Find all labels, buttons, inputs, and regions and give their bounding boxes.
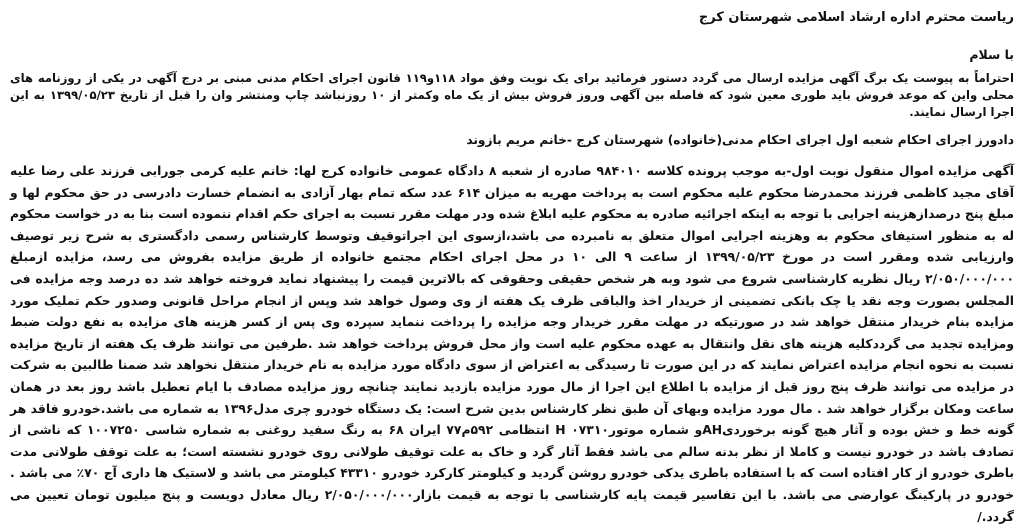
recipient-heading: ریاست محترم اداره ارشاد اسلامی شهرستان کرج bbox=[698, 10, 1014, 25]
intro-paragraph: احتراماً به پیوست یک برگ آگهی مزایده ارسال می گردد دستور فرمائید برای یک نوبت وفق مواد ۱۱۸و۱۱۹ قانون اجرای احکام مدنی مبنی بر درج آگهی در یکی از روزنامه های محلی واین که موعد فروش باید طوری معین شود که فاصله بین آگهی وروز فروش بیش از یک ماه وکمتر از ۱۰ روزنباشد چاپ ومنتشر وان را قبل از تاریخ ۱۳۹۹/۰۵/۲۳ به این اجرا ارسال نمایند. bbox=[10, 71, 1015, 119]
auction-announcement: آگهی مزایده اموال منقول نوبت اول-به موجب پرونده کلاسه ۹۸۴۰۱۰ صادره از شعبه ۸ دادگاه عمومی خانواده کرج لها: خانم علیه کرمی جورابی فرزند علی رضا علیه آقای مجید کاظمی فرزند محمدرضا محکوم علیه محکوم است به پرداخت مهریه به میزان ۶۱۴ عدد سکه تمام بهار آزادی به انضمام خسارت دادرسی در حق محکوم لها و مبلغ پنج درصدازهزینه اجرایی با توجه به اینکه اجرائیه صادره به محکوم علیه ابلاغ شده ودر مهلت مقرر نسبت به اجرای حکم اقدام ننموده است بنا به در خواست محکوم له به منظور استیفای محکوم به وهزینه اجرایی اموال متعلق به نامبرده می باشد،ازسوی این اجراتوقیف وتوسط کارشناس رسمی دادگستری به شرح زیر توصیف وارزیابی شده ومقرر است در مورخ ۱۳۹۹/۰۵/۲۳ از ساعت ۹ الی ۱۰ در محل اجرای احکام مجتمع خانواده از طریق مزایده بفروش می رسد، مزایده ازمبلغ ۲/۰۵۰/۰۰۰/۰۰۰ ریال نظریه کارشناسی شروع می شود وبه هر شخص حقیقی وحقوقی که بالاترین قیمت را پیشنهاد نماید فروخته خواهد شد ده درصد وجه مزایده فی المجلس بصورت وجه نقد یا چک بانکی تضمینی از خریدار اخذ والباقی ظرف یک هفته از وی وصول خواهد شد وپس از انجام مراحل قانونی وصدور حکم تملیک مورد مزایده بنام خریدار منتقل خواهد شد در صورتیکه در مهلت مقرر خریدار وجه مزایده را پرداخت ننماید سپرده وی پس از کسر هزینه های مزایده به نفع دولت ضبط ومزایده تجدید می گرددکلیه هزینه های نقل وانتقال به عهده محکوم علیه است واز محل فروش پرداخت خواهد شد .طرفین می توانند ظرف یک هفته از تاریخ مزایده نسبت به نحوه انجام مزایده اعتراض نمایند که در این صورت تا رسیدگی به اعتراض از سوی دادگاه مورد مزایده به نام خریدار منتقل نخواهد شد ضمنا طالبین به شرکت در مزایده می توانند ظرف پنج روز قبل از مزایده با اطلاع این اجرا از مال مورد مزایده بازدید نمایند چنانچه روز مزایده مصادف با ایام تعطیل باشد روز بعد در همان ساعت ومکان برگزار خواهد شد . مال مورد مزایده وبهای آن طبق نظر کارشناس بدین شرح است: یک دستگاه خودرو چری مدل۱۳۹۶ به شماره می باشد.خودرو فاقد هر گونه خط و خش بوده و آثار هیچ گونه برخوردیAHو شماره موتور۰۷۳۱۰ H انتظامی ۵۹۲م۷۷ ایران ۶۸ به رنگ سفید روغنی به شماره شاسی ۱۰۰۷۲۵۰ که ناشی از تصادف باشد در خودرو نیست و کاملا از نظر بدنه سالم می باشد فقط آثار گرد و خاک به علت توقیف طولانی روی خودرو نشسته است؛ به علت توقف طولانی مدت باطری خودرو از کار افتاده است که با استفاده باطری یدکی خودرو روشن گردید و کیلومتر کارکرد خودرو ۴۳۳۱۰ کیلومتر می باشد و لاستیک ها داری آج ۷۰٪ می باشد . خودرو در پارکینگ عوارضی می باشد. با این تفاسیر قیمت پایه کارشناسی با توجه به قیمت بازار۲/۰۵۰/۰۰۰/۰۰۰ ریال معادل دویست و پنج میلیون تومان تعیین می گردد./ bbox=[10, 164, 1014, 524]
signatory-line: دادورز اجرای احکام شعبه اول اجرای احکام مدنی(خانواده) شهرستان کرج -خانم مریم بازوند bbox=[466, 133, 1014, 147]
greeting: با سلام bbox=[969, 47, 1014, 62]
